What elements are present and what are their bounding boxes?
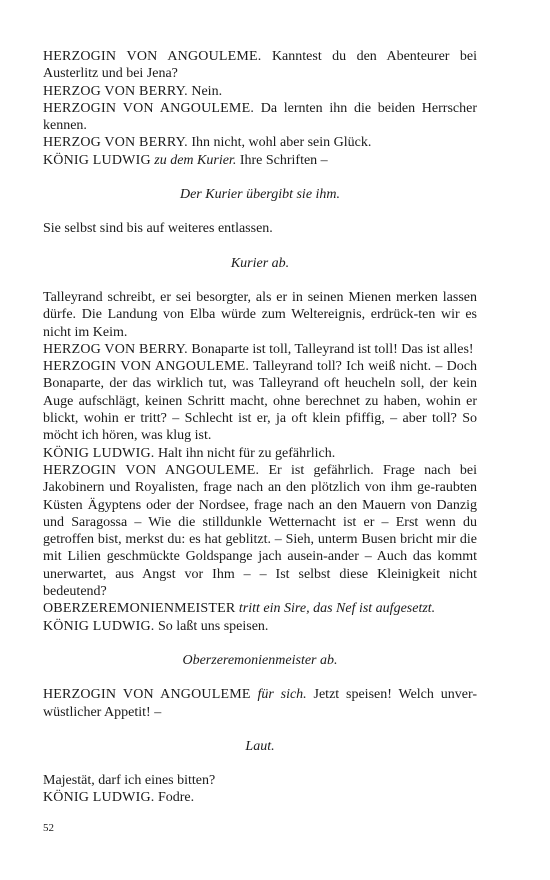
speech-text: Talleyrand toll? Ich weiß nicht. – Doch Bonaparte, der das wirklich tut, was Talleyrand oft heucheln soll, der kein Auge aufschlägt, keinen Schritt macht, ohne berechnet zu haben, wohin er blickt, wohin er tritt? – Schlecht ist er, ja oft klein pfiffig, – aber toll? So möcht ich hören, was klug ist. (43, 359, 477, 444)
dialogue-line (43, 618, 477, 635)
speaker-name: HERZOGIN VON ANGOULEME. (43, 49, 262, 64)
stage-direction-inline: zu dem Kurier. (150, 152, 237, 168)
speaker-name: KÖNIG LUDWIG. (43, 790, 155, 806)
dialogue-line (43, 445, 477, 462)
speaker-name: HERZOGIN VON ANGOULEME. (43, 100, 255, 116)
speech-paragraph: Sie selbst sind bis auf weiteres entlassen. (43, 221, 273, 237)
speaker-name: HERZOGIN VON ANGOULEME. (43, 359, 250, 375)
speaker-name: HERZOG VON BERRY. (43, 341, 188, 357)
speech-text: Da lernten ihn die beiden Herrscher kennen. (43, 100, 477, 134)
speaker-name: KÖNIG LUDWIG. (43, 618, 155, 634)
speech-text: Bonaparte ist toll, Talleyrand ist toll! Das ist alles! (187, 341, 474, 357)
dialogue-line (43, 134, 477, 151)
speech-text: Ihn nicht, wohl aber sein Glück. (187, 135, 372, 151)
speaker-name: HERZOG VON BERRY. (43, 135, 188, 151)
stage-direction: Laut. (245, 738, 275, 754)
stage-direction-inline: für sich. (250, 687, 307, 703)
page-number: 52 (43, 822, 54, 834)
speech-text: Jetzt speisen! Welch unver-wüstlicher Appetit! – (43, 687, 477, 720)
stage-direction-inline: tritt ein Sire, das Nef ist aufgesetzt. (235, 601, 436, 617)
speech-text: Fodre. (154, 790, 195, 806)
speaker-name: HERZOG VON BERRY. (43, 83, 188, 99)
page-text-block (43, 48, 477, 807)
dialogue-line (43, 152, 477, 169)
dialogue-line (43, 462, 477, 600)
speaker-name: KÖNIG LUDWIG (43, 152, 151, 168)
dialogue-line (43, 358, 477, 444)
dialogue-line (43, 600, 477, 617)
dialogue-line (43, 341, 477, 358)
dialogue-line (43, 100, 477, 135)
speech-text: So laßt uns speisen. (154, 618, 269, 634)
speech-paragraph: Talleyrand schreibt, er sei besorgter, als er in seinen Mienen merken lassen dürfe. Die Landung von Elba würde zum Weltereignis, erdrück-ten wir es nicht im Keim. (43, 289, 477, 340)
speaker-name: HERZOGIN VON ANGOULEME. (43, 462, 260, 478)
speaker-name: OBERZEREMONIENMEISTER (43, 601, 236, 617)
dialogue-line (43, 789, 477, 806)
stage-direction: Oberzeremonienmeister ab. (182, 652, 338, 668)
dialogue-line (43, 48, 477, 83)
speaker-name: HERZOGIN VON ANGOULEME (43, 687, 251, 703)
stage-direction: Der Kurier übergibt sie ihm. (179, 187, 341, 203)
dialogue-line (43, 83, 477, 100)
speech-text: Er ist gefährlich. Frage nach bei Jakobinern und Royalisten, frage nach an den plötzlich von ihm ge-raubten Küsten Ägyptens oder der Nordsee, frage nach an den Mauern von Danzig und Saragossa – Wie die stilldunkle Wetternacht ist er – Erst wenn du getroffen bist, merkst du: es hat geblitzt. – Sieh, unterm Busen bricht mir die mit Lilien geschmückte Goldspange jach ausein-ander – Auch das kommt unerwartet, aus Angst vor Ihm – – Ist selbst diese Kleinigkeit nicht bedeutend? (43, 462, 478, 600)
speech-text: Halt ihn nicht für zu gefährlich. (154, 445, 336, 461)
speech-paragraph: Majestät, darf ich eines bitten? (43, 773, 216, 789)
speaker-name: KÖNIG LUDWIG. (43, 445, 155, 461)
dialogue-line (43, 686, 477, 721)
speech-text: Kanntest du den Abenteurer bei Austerlitz und bei Jena? (43, 49, 477, 82)
stage-direction: Kurier ab. (230, 255, 290, 271)
speech-text: Ihre Schriften – (236, 152, 328, 168)
speech-text: Nein. (187, 83, 223, 99)
